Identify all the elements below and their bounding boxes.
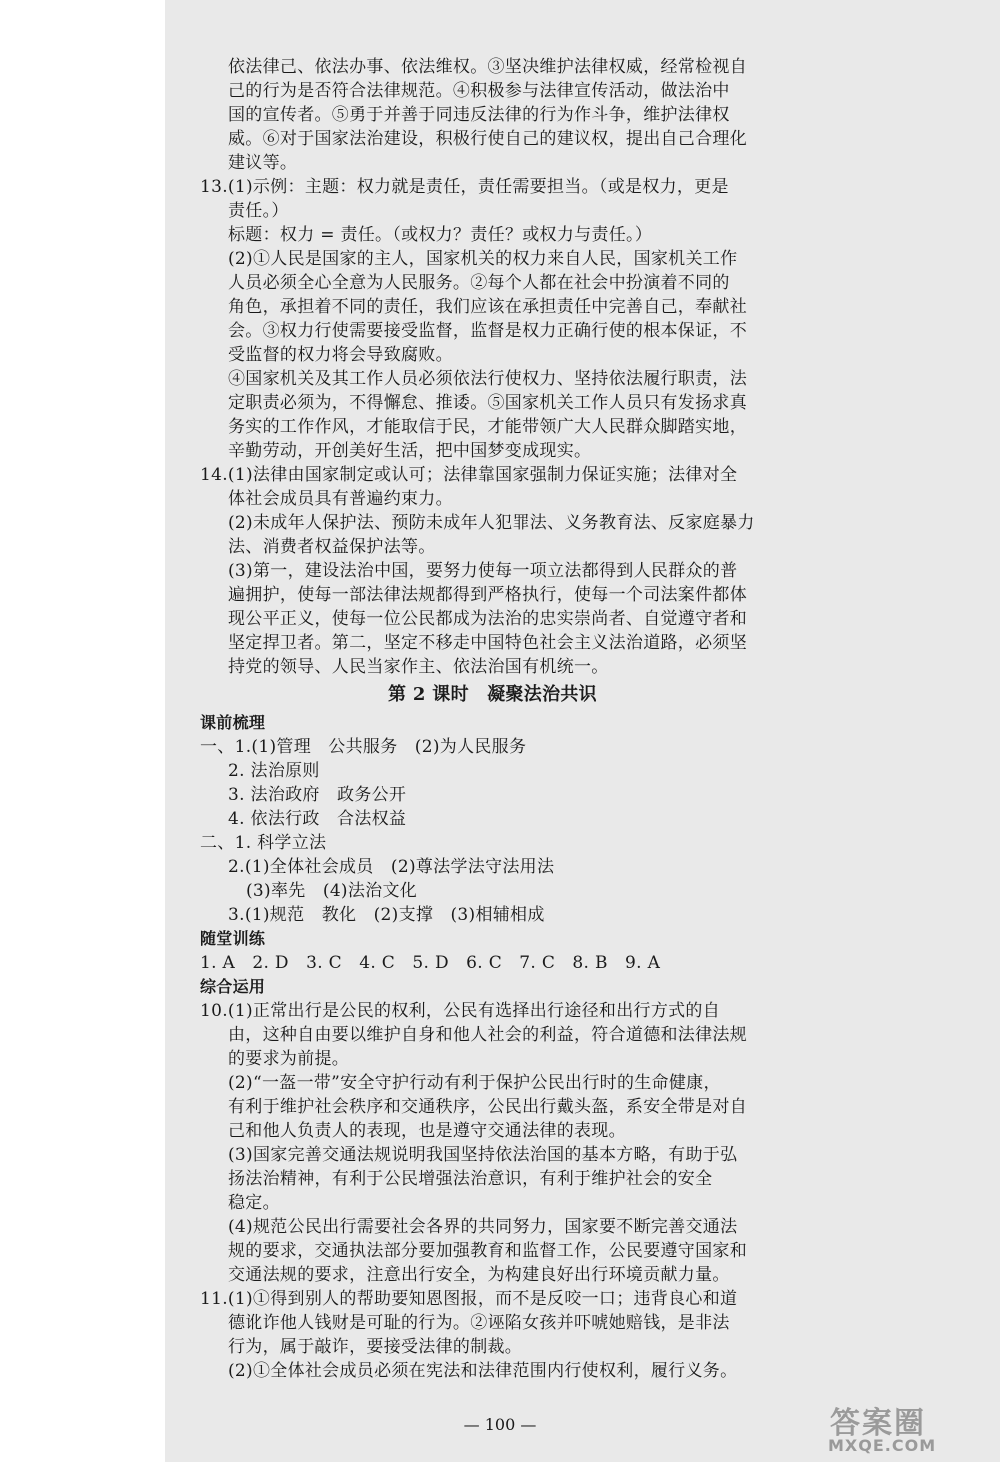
text-line: 3.(1)规范 教化 (2)支撑 (3)相辅相成 [228,905,545,925]
text-line: 1. A 2. D 3. C 4. C 5. D 6. C 7. C 8. B 9. A [200,953,661,973]
section-heading: 课前梳理 [200,713,266,732]
page-number: — 100 — [463,1415,537,1434]
text-line: (3)第一，建设法治中国，要努力使每一项立法都得到人民群众的普 [228,561,738,581]
section-title: 第 2 课时 凝聚法治共识 [388,684,597,705]
text-line: 行为，属于敲诈，要接受法律的制裁。 [228,1337,523,1357]
text-line: 现公平正义，使每一位公民都成为法治的忠实崇尚者、自觉遵守者和 [228,609,747,629]
text-line: 由，这种自由要以维护自身和他人社会的利益，符合道德和法律法规 [228,1025,747,1045]
text-line: 一、1.(1)管理 公共服务 (2)为人民服务 [200,737,527,757]
watermark-logo [820,1398,995,1458]
text-line: 己和他人负责人的表现，也是遵守交通法律的表现。 [228,1121,626,1141]
text-line: 3. 法治政府 政务公开 [228,785,407,805]
section-heading: 综合运用 [200,977,266,996]
text-line: 务实的工作作风，才能取信于民，才能带领广大人民群众脚踏实地， [228,417,747,437]
text-line: 4. 依法行政 合法权益 [228,809,407,829]
answer-text-column [200,55,785,1383]
text-line: (2)未成年人保护法、预防未成年人犯罪法、义务教育法、反家庭暴力 [228,513,755,533]
text-line: 人员必须全心全意为人民服务。②每个人都在社会中扮演着不同的 [228,273,730,293]
text-line: 交通法规的要求，注意出行安全，为构建良好出行环境贡献力量。 [228,1265,730,1285]
text-line: 扬法治精神，有利于公民增强法治意识，有利于维护社会的安全 [228,1169,713,1189]
text-line: (2)①全体社会成员必须在宪法和法律范围内行使权利，履行义务。 [228,1361,738,1381]
text-line: 体社会成员具有普遍约束力。 [228,489,453,509]
text-line: 坚定捍卫者。第二，坚定不移走中国特色社会主义法治道路，必须坚 [228,633,747,653]
text-line: 10.(1)正常出行是公民的权利，公民有选择出行途径和出行方式的自 [200,1001,721,1021]
text-line: 13.(1)示例：主题：权力就是责任，责任需要担当。（或是权力，更是 [200,177,729,197]
text-line: (3)国家完善交通法规说明我国坚持依法治国的基本方略，有助于弘 [228,1145,738,1165]
text-line: 2. 法治原则 [228,761,320,781]
text-line: 威。⑥对于国家法治建设，积极行使自己的建议权，提出自己合理化 [228,129,747,149]
text-line: 持党的领导、人民当家作主、依法治国有机统一。 [228,657,609,677]
text-line: 2.(1)全体社会成员 (2)尊法学法守法用法 [228,857,555,877]
text-line: 国的宣传者。⑤勇于并善于同违反法律的行为作斗争，维护法律权 [228,105,730,125]
text-line: (4)规范公民出行需要社会各界的共同努力，国家要不断完善交通法 [228,1217,738,1237]
text-line: ④国家机关及其工作人员必须依法行使权力、坚持依法履行职责，法 [228,369,747,389]
text-line: 建议等。 [228,153,298,173]
watermark-url: MXQE.COM [828,1436,937,1455]
text-line: 二、1. 科学立法 [200,833,327,853]
watermark-title: 答案圈 [830,1406,926,1441]
text-line: 规的要求，交通执法部分要加强教育和监督工作，公民要遵守国家和 [228,1241,747,1261]
text-line: (2)①人民是国家的主人，国家机关的权力来自人民，国家机关工作 [228,249,738,269]
text-line: 遍拥护，使每一部法律法规都得到严格执行，使每一个司法案件都体 [228,585,747,605]
text-line: 14.(1)法律由国家制定或认可；法律靠国家强制力保证实施；法律对全 [200,465,738,485]
text-line: (3)率先 (4)法治文化 [246,881,418,901]
text-line: 稳定。 [228,1193,280,1213]
text-line: 会。③权力行使需要接受监督，监督是权力正确行使的根本保证，不 [228,321,747,341]
text-line: 标题：权力 = 责任。（或权力？责任？或权力与责任。） [228,225,653,245]
text-line: 责任。） [228,201,289,221]
text-line: 德讹诈他人钱财是可耻的行为。②诬陷女孩并吓唬她赔钱，是非法 [228,1313,730,1333]
text-line: 11.(1)①得到别人的帮助要知恩图报，而不是反咬一口；违背良心和道 [200,1289,738,1309]
text-line: 法、消费者权益保护法等。 [228,537,436,557]
text-line: (2)“一盔一带”安全守护行动有利于保护公民出行时的生命健康， [228,1073,721,1093]
section-heading: 随堂训练 [200,929,266,948]
text-line: 受监督的权力将会导致腐败。 [228,345,453,365]
text-line: 的要求为前提。 [228,1049,350,1069]
text-line: 有利于维护社会秩序和交通秩序，公民出行戴头盔，系安全带是对自 [228,1097,747,1117]
text-line: 定职责必须为，不得懈怠、推诿。⑤国家机关工作人员只有发扬求真 [228,393,747,413]
text-line: 辛勤劳动，开创美好生活，把中国梦变成现实。 [228,441,592,461]
text-line: 依法律己、依法办事、依法维权。③坚决维护法律权威，经常检视自 [228,57,747,77]
text-line: 角色，承担着不同的责任，我们应该在承担责任中完善自己，奉献社 [228,297,747,317]
text-line: 己的行为是否符合法律规范。④积极参与法律宣传活动，做法治中 [228,81,730,101]
